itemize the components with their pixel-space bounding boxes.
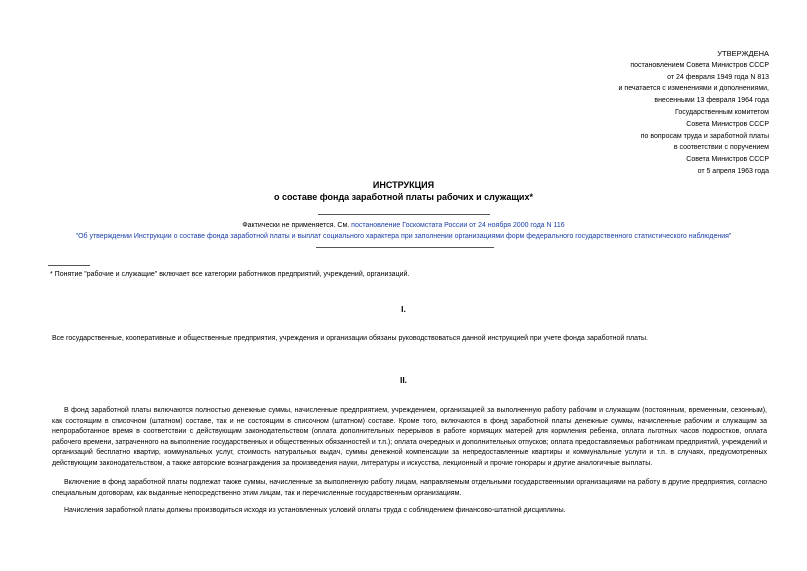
status-note-title — [0, 232, 807, 242]
approval-line: Совета Министров СССР — [686, 120, 769, 128]
status-note-link-title[interactable]: "Об утверждении Инструкции о составе фонда заработной платы и выплат социального характера при заполнении организациями форм федерального государственного статистического наблюдения" — [75, 233, 732, 240]
approval-heading: УТВЕРЖДЕНА — [717, 49, 769, 58]
divider-top — [318, 214, 490, 215]
footnote: * Понятие "рабочие и служащие" включает все категории работников предприятий, учреждений, организаций. — [50, 271, 410, 278]
status-note — [0, 221, 807, 231]
section-1-paragraph — [52, 334, 767, 345]
approval-line: внесенными 13 февраля 1964 года — [654, 97, 769, 105]
approval-line: от 5 апреля 1963 года — [697, 167, 769, 175]
paragraph-text: Включение в фонд заработной платы подлежат также суммы, начисленные за выполненную работу лицам, направляемым отдельными государственными организациями на работу в другие предприятия, согласно специальным договорам, как выданные непосредственно этим лицам, так и перечисленные государственным организациям. — [52, 479, 767, 497]
divider-bottom — [316, 247, 494, 248]
section-number-1: I. — [401, 304, 406, 314]
approval-line: постановлением Совета Министров СССР — [630, 61, 769, 69]
paragraph-text: Все государственные, кооперативные и общественные предприятия, учреждения и организации обязаны руководствоваться данной инструкцией при учете фонда заработной платы. — [52, 335, 648, 342]
status-note-prefix: Фактически не применяется. См. — [242, 222, 352, 229]
paragraph-text: В фонд заработной платы включаются полностью денежные суммы, начисленные предприятием, учреждением, организацией за выполненную работу рабочим и служащим (постоянным, временным, сезонным), как состоящим в списочном (штатном) составе, так и не состоящим в списочном (штатном) составе. Кроме того, включаются в фонд заработной платы денежные суммы, начисленные рабочим и служащим за непроработанное время в соответствии с действующим законодательством (оплата дополнительных перерывов в работе кормящих матерей для кормления ребенка, оплата льготных часов подростков, оплата рабочего времени, затраченного на выполнение государственных и общественных обязанностей и т.п.); оплата очередных и дополнительных отпусков; оплата предоставляемых работникам предприятий, учреждений и организаций бесплатно квартир, коммунальных услуг, стоимость натуральных выдач, суммы денежной компенсации за непредоставленные квартиры и коммунальные услуги и т.п. в случаях, предусмотренных действующим законодательством, а также авторские вознаграждения за произведения науки, литературы и искусства, лекционный и прочие гонорары и другие аналогичные выплаты. — [52, 407, 767, 467]
approval-line: Государственным комитетом — [675, 108, 769, 116]
section-number-2: II. — [399, 375, 408, 385]
approval-line: от 24 февраля 1949 года N 813 — [667, 73, 769, 81]
approval-line: и печатается с изменениями и дополнениями, — [618, 85, 769, 93]
section-2-paragraph-3 — [52, 506, 767, 517]
approval-line: в соответствии с поручением — [673, 144, 769, 152]
approval-block — [509, 48, 769, 178]
footnote-rule — [48, 265, 90, 266]
section-2-paragraph-2 — [52, 478, 767, 499]
section-2-paragraph-1 — [52, 406, 767, 469]
title-line-2: о составе фонда заработной платы рабочих и служащих* — [274, 192, 533, 202]
approval-line: по вопросам труда и заработной платы — [640, 132, 769, 140]
title-line-1: ИНСТРУКЦИЯ — [372, 180, 435, 190]
paragraph-text: Начисления заработной платы должны производиться исходя из установленных условий оплаты труда с соблюдением финансово-штатной дисциплины. — [64, 507, 566, 514]
approval-line: Совета Министров СССР — [686, 156, 769, 164]
status-note-link[interactable]: постановление Госкомстата России от 24 ноября 2000 года N 116 — [351, 222, 565, 229]
document-title — [0, 179, 807, 203]
